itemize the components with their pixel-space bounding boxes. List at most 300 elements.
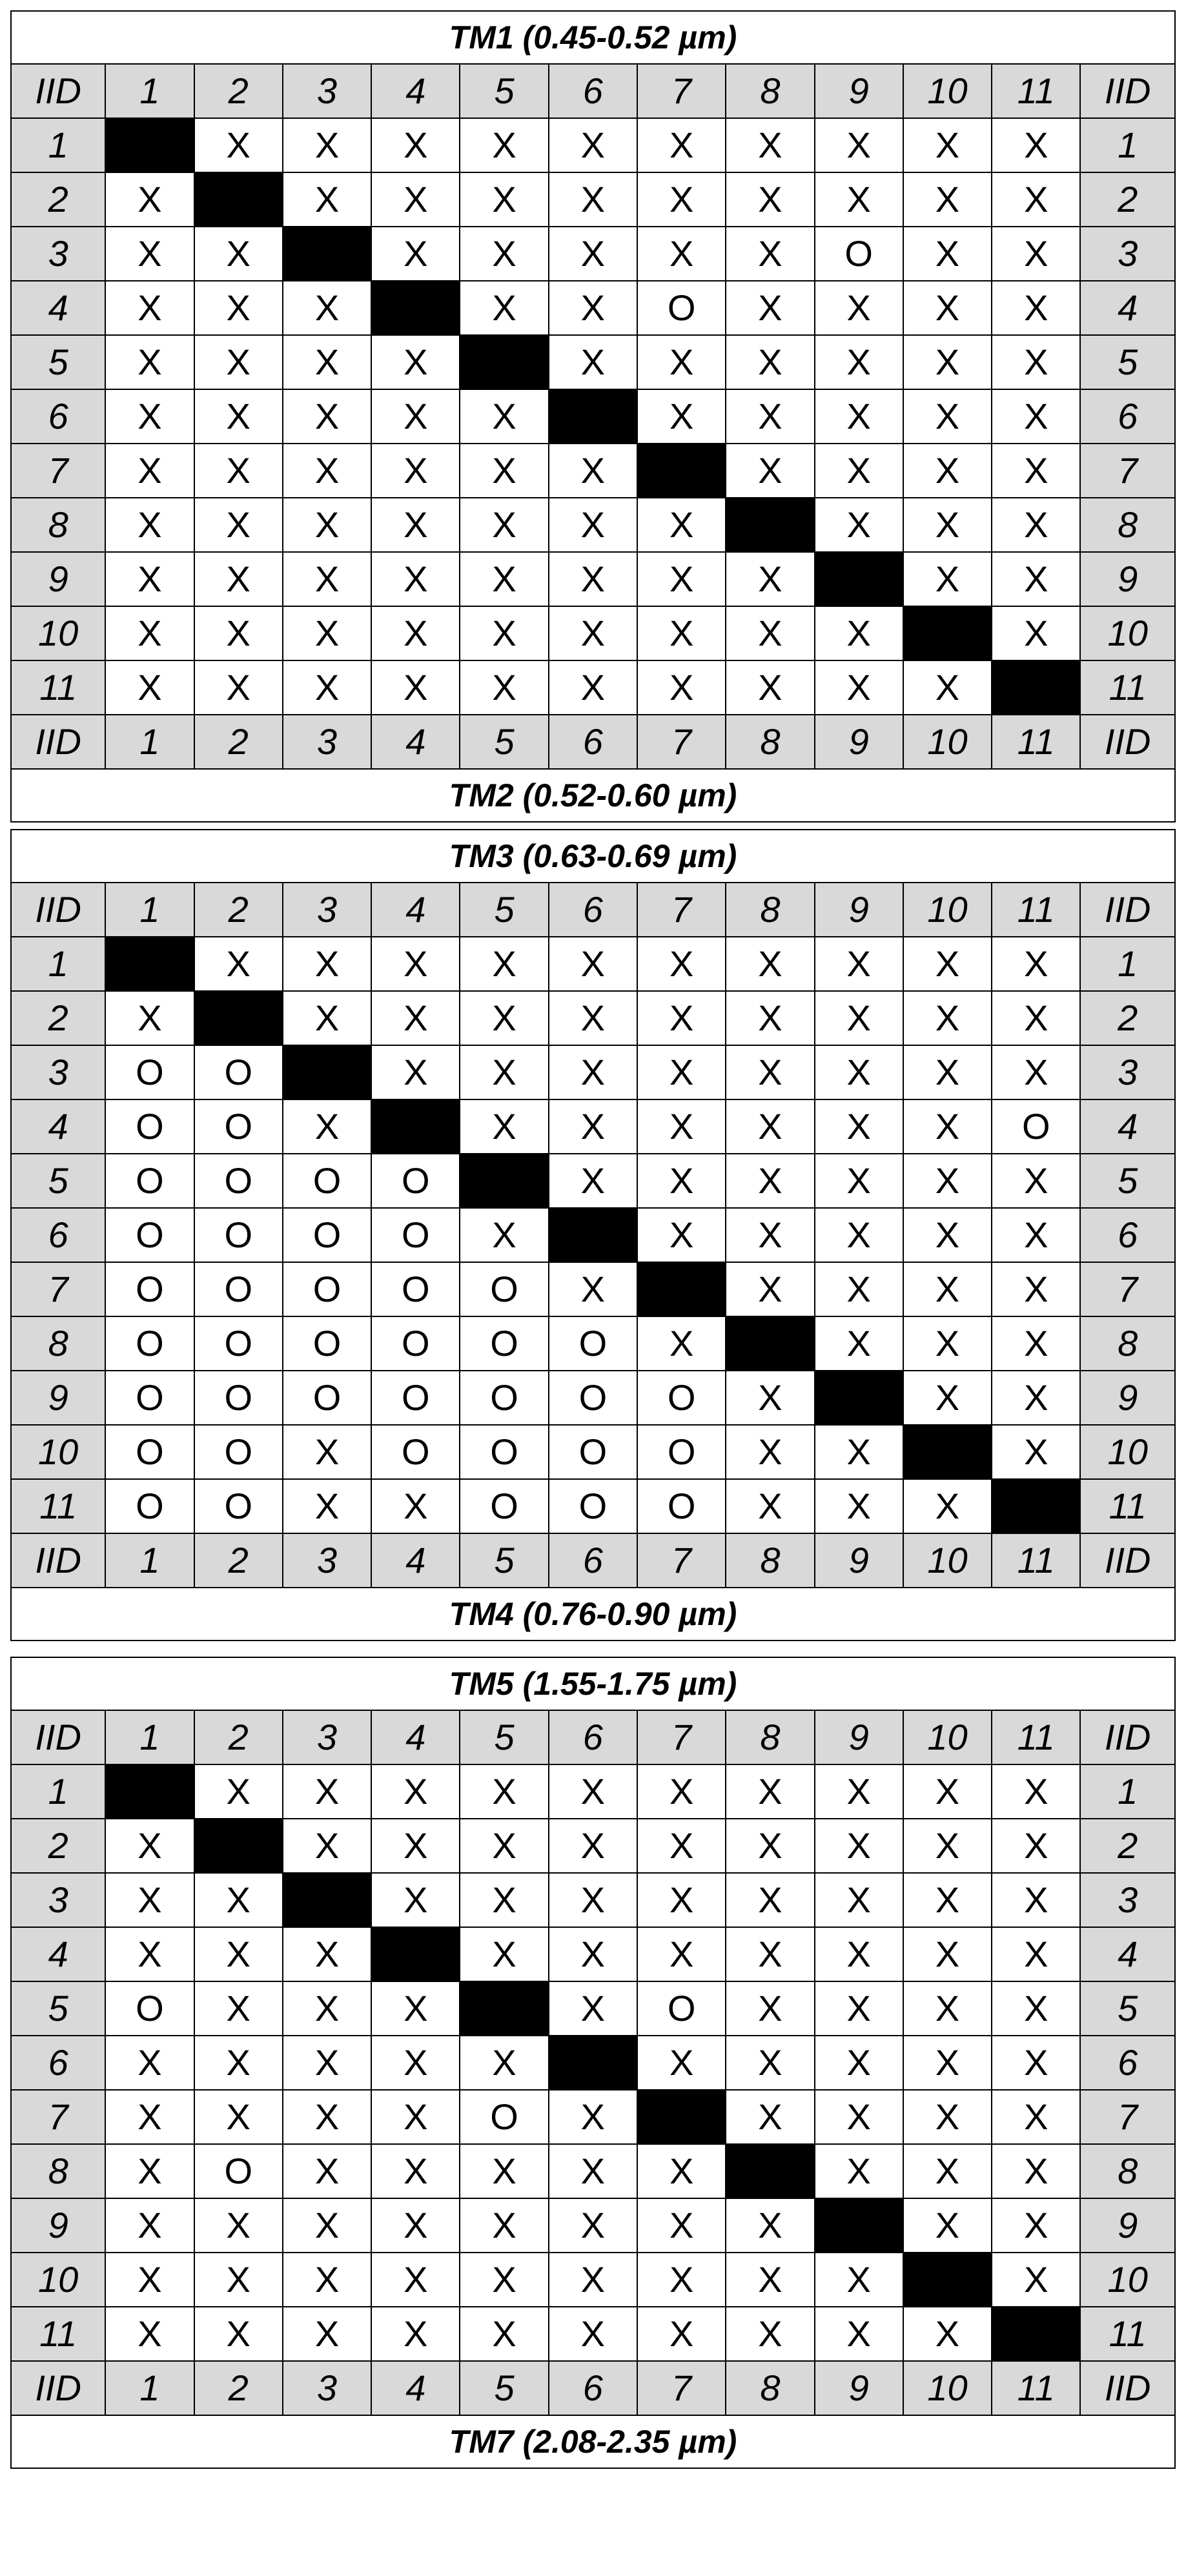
mark-cell: X	[903, 1154, 992, 1208]
mark-cell: X	[105, 172, 194, 227]
mark-cell: X	[637, 227, 726, 281]
table-row	[11, 1819, 1175, 1873]
diagonal-cell	[460, 1981, 548, 2036]
row-index-cell: 2	[1080, 172, 1175, 227]
row-index-cell: 8	[1080, 498, 1175, 552]
mark-cell: X	[992, 2144, 1080, 2198]
mark-cell: X	[283, 2036, 371, 2090]
mark-cell: X	[637, 1927, 726, 1981]
pair-table	[10, 829, 1176, 1641]
mark-cell: X	[105, 1819, 194, 1873]
row-index-cell: 9	[1080, 552, 1175, 606]
mark-cell: X	[283, 991, 371, 1045]
row-index-cell: 11	[11, 2307, 105, 2361]
mark-cell: X	[726, 552, 814, 606]
row-index-cell: 1	[11, 118, 105, 172]
diagonal-cell	[371, 1099, 460, 1154]
mark-cell: X	[283, 606, 371, 660]
column-index-cell: 10	[903, 1533, 992, 1588]
mark-cell: X	[726, 2198, 814, 2253]
mark-cell: O	[371, 1425, 460, 1479]
mark-cell: O	[460, 2090, 548, 2144]
mark-cell: X	[726, 2036, 814, 2090]
table-row	[11, 2307, 1175, 2361]
column-index-cell: 6	[549, 2361, 637, 2415]
table-row	[11, 1099, 1175, 1154]
mark-cell: X	[992, 1819, 1080, 1873]
mark-cell: X	[815, 937, 903, 991]
mark-cell: X	[637, 172, 726, 227]
mark-cell: X	[726, 606, 814, 660]
mark-cell: O	[194, 1099, 283, 1154]
column-index-cell: 1	[105, 64, 194, 118]
mark-cell: X	[726, 2307, 814, 2361]
mark-cell: X	[460, 2307, 548, 2361]
mark-cell: X	[992, 281, 1080, 335]
mark-cell: X	[903, 1927, 992, 1981]
mark-cell: X	[105, 606, 194, 660]
header-row-bottom	[11, 715, 1175, 769]
mark-cell: X	[549, 1099, 637, 1154]
mark-cell: X	[726, 2253, 814, 2307]
mark-cell: X	[726, 1262, 814, 1316]
column-index-cell: 5	[460, 883, 548, 937]
column-index-cell: 11	[992, 64, 1080, 118]
mark-cell: X	[371, 660, 460, 715]
diagonal-cell	[903, 606, 992, 660]
mark-cell: X	[194, 606, 283, 660]
mark-cell: X	[105, 552, 194, 606]
table-bottom-title: TM4 (0.76-0.90 µm)	[11, 1588, 1175, 1641]
mark-cell: X	[992, 1262, 1080, 1316]
mark-cell: X	[105, 991, 194, 1045]
caption-row	[11, 1657, 1175, 1710]
mark-cell: X	[726, 1099, 814, 1154]
mark-cell: X	[726, 335, 814, 389]
header-row-bottom	[11, 2361, 1175, 2415]
mark-cell: X	[992, 335, 1080, 389]
table-row	[11, 991, 1175, 1045]
diagonal-cell	[549, 389, 637, 444]
mark-cell: X	[194, 1981, 283, 2036]
mark-cell: O	[105, 1425, 194, 1479]
column-index-cell: 1	[105, 715, 194, 769]
row-index-cell: 7	[1080, 2090, 1175, 2144]
mark-cell: O	[283, 1208, 371, 1262]
mark-cell: X	[549, 1154, 637, 1208]
row-index-cell: 4	[1080, 1927, 1175, 1981]
iid-header-cell: IID	[11, 1533, 105, 1588]
row-index-cell: 5	[1080, 335, 1175, 389]
mark-cell: X	[726, 1154, 814, 1208]
diagonal-cell	[992, 660, 1080, 715]
column-index-cell: 3	[283, 883, 371, 937]
table-row	[11, 1371, 1175, 1425]
mark-cell: X	[726, 444, 814, 498]
row-index-cell: 2	[11, 172, 105, 227]
column-index-cell: 10	[903, 64, 992, 118]
mark-cell: X	[105, 227, 194, 281]
mark-cell: O	[283, 1154, 371, 1208]
column-index-cell: 8	[726, 64, 814, 118]
row-index-cell: 1	[11, 1764, 105, 1819]
column-index-cell: 8	[726, 1710, 814, 1764]
mark-cell: X	[194, 660, 283, 715]
row-index-cell: 1	[11, 937, 105, 991]
column-index-cell: 6	[549, 715, 637, 769]
column-index-cell: 5	[460, 64, 548, 118]
iid-header-cell: IID	[11, 1710, 105, 1764]
mark-cell: X	[371, 937, 460, 991]
mark-cell: X	[992, 389, 1080, 444]
iid-header-cell: IID	[11, 715, 105, 769]
column-index-cell: 1	[105, 2361, 194, 2415]
mark-cell: X	[903, 335, 992, 389]
mark-cell: X	[549, 937, 637, 991]
row-index-cell: 11	[11, 660, 105, 715]
mark-cell: X	[460, 2253, 548, 2307]
mark-cell: X	[992, 937, 1080, 991]
mark-cell: X	[105, 389, 194, 444]
mark-cell: X	[726, 118, 814, 172]
mark-cell: X	[283, 660, 371, 715]
mark-cell: X	[637, 2144, 726, 2198]
mark-cell: X	[815, 2253, 903, 2307]
diagonal-cell	[815, 2198, 903, 2253]
table-top-title: TM3 (0.63-0.69 µm)	[11, 830, 1175, 883]
iid-header-cell: IID	[11, 883, 105, 937]
row-index-cell: 9	[11, 1371, 105, 1425]
column-index-cell: 2	[194, 1710, 283, 1764]
mark-cell: X	[992, 991, 1080, 1045]
diagonal-cell	[726, 498, 814, 552]
row-index-cell: 10	[11, 606, 105, 660]
mark-cell: X	[815, 444, 903, 498]
mark-cell: O	[194, 1208, 283, 1262]
table-top-title: TM5 (1.55-1.75 µm)	[11, 1657, 1175, 1710]
mark-cell: X	[992, 2036, 1080, 2090]
mark-cell: X	[903, 498, 992, 552]
column-index-cell: 7	[637, 1710, 726, 1764]
mark-cell: X	[460, 2144, 548, 2198]
mark-cell: X	[549, 444, 637, 498]
table-row	[11, 1981, 1175, 2036]
caption-row	[11, 769, 1175, 822]
mark-cell: X	[460, 444, 548, 498]
pair-table	[10, 10, 1176, 823]
mark-cell: X	[460, 937, 548, 991]
mark-cell: X	[726, 1425, 814, 1479]
mark-cell: X	[637, 991, 726, 1045]
mark-cell: X	[460, 227, 548, 281]
row-index-cell: 1	[1080, 118, 1175, 172]
mark-cell: X	[549, 335, 637, 389]
mark-cell: X	[194, 1764, 283, 1819]
row-index-cell: 5	[11, 1981, 105, 2036]
column-index-cell: 7	[637, 1533, 726, 1588]
column-index-cell: 2	[194, 715, 283, 769]
column-index-cell: 2	[194, 2361, 283, 2415]
column-index-cell: 9	[815, 1533, 903, 1588]
mark-cell: X	[726, 172, 814, 227]
iid-header-cell: IID	[1080, 64, 1175, 118]
table-row	[11, 1262, 1175, 1316]
column-index-cell: 5	[460, 1533, 548, 1588]
mark-cell: X	[815, 1927, 903, 1981]
iid-header-cell: IID	[1080, 1533, 1175, 1588]
mark-cell: X	[460, 389, 548, 444]
mark-cell: O	[371, 1371, 460, 1425]
table-row	[11, 444, 1175, 498]
header-row-top	[11, 1710, 1175, 1764]
mark-cell: X	[815, 606, 903, 660]
mark-cell: X	[815, 1208, 903, 1262]
table-row	[11, 1479, 1175, 1533]
iid-header-cell: IID	[1080, 715, 1175, 769]
table-row	[11, 606, 1175, 660]
column-index-cell: 4	[371, 1710, 460, 1764]
column-index-cell: 11	[992, 883, 1080, 937]
mark-cell: X	[815, 2307, 903, 2361]
mark-cell: X	[726, 227, 814, 281]
mark-cell: X	[549, 118, 637, 172]
table-row	[11, 1045, 1175, 1099]
mark-cell: X	[815, 1316, 903, 1371]
mark-cell: X	[371, 444, 460, 498]
mark-cell: X	[726, 1371, 814, 1425]
table-row	[11, 2090, 1175, 2144]
mark-cell: X	[903, 1981, 992, 2036]
row-index-cell: 6	[11, 1208, 105, 1262]
mark-cell: X	[549, 1819, 637, 1873]
mark-cell: X	[549, 1981, 637, 2036]
row-index-cell: 3	[11, 227, 105, 281]
mark-cell: X	[283, 281, 371, 335]
mark-cell: X	[194, 2198, 283, 2253]
mark-cell: O	[460, 1425, 548, 1479]
diagonal-cell	[283, 1045, 371, 1099]
mark-cell: X	[283, 1819, 371, 1873]
mark-cell: X	[105, 2144, 194, 2198]
column-index-cell: 8	[726, 2361, 814, 2415]
mark-cell: O	[194, 1371, 283, 1425]
mark-cell: X	[992, 498, 1080, 552]
mark-cell: X	[903, 2036, 992, 2090]
mark-cell: X	[815, 2144, 903, 2198]
mark-cell: X	[903, 1045, 992, 1099]
mark-cell: O	[105, 1371, 194, 1425]
mark-cell: X	[549, 2144, 637, 2198]
row-index-cell: 5	[1080, 1154, 1175, 1208]
mark-cell: X	[992, 118, 1080, 172]
row-index-cell: 10	[11, 2253, 105, 2307]
diagonal-cell	[105, 937, 194, 991]
table-row	[11, 1208, 1175, 1262]
mark-cell: X	[283, 1927, 371, 1981]
row-index-cell: 10	[1080, 606, 1175, 660]
column-index-cell: 6	[549, 1710, 637, 1764]
table-row	[11, 1764, 1175, 1819]
mark-cell: X	[549, 660, 637, 715]
mark-cell: X	[726, 389, 814, 444]
mark-cell: X	[194, 389, 283, 444]
column-index-cell: 11	[992, 2361, 1080, 2415]
mark-cell: O	[460, 1479, 548, 1533]
column-index-cell: 11	[992, 1710, 1080, 1764]
row-index-cell: 9	[11, 2198, 105, 2253]
mark-cell: X	[726, 1873, 814, 1927]
table-top-title: TM1 (0.45-0.52 µm)	[11, 11, 1175, 64]
mark-cell: X	[637, 118, 726, 172]
table-row	[11, 1316, 1175, 1371]
row-index-cell: 5	[11, 1154, 105, 1208]
diagonal-cell	[549, 2036, 637, 2090]
mark-cell: X	[903, 1371, 992, 1425]
table-row	[11, 118, 1175, 172]
mark-cell: X	[283, 1099, 371, 1154]
mark-cell: X	[460, 1099, 548, 1154]
mark-cell: X	[371, 498, 460, 552]
column-index-cell: 2	[194, 883, 283, 937]
column-index-cell: 3	[283, 2361, 371, 2415]
mark-cell: X	[283, 2090, 371, 2144]
mark-cell: X	[460, 1873, 548, 1927]
column-index-cell: 10	[903, 883, 992, 937]
mark-cell: X	[283, 172, 371, 227]
column-index-cell: 2	[194, 1533, 283, 1588]
column-index-cell: 8	[726, 883, 814, 937]
mark-cell: X	[815, 1154, 903, 1208]
diagonal-cell	[194, 1819, 283, 1873]
mark-cell: X	[992, 606, 1080, 660]
mark-cell: X	[371, 2253, 460, 2307]
row-index-cell: 11	[1080, 660, 1175, 715]
mark-cell: X	[992, 1154, 1080, 1208]
mark-cell: X	[992, 1371, 1080, 1425]
mark-cell: X	[371, 1764, 460, 1819]
row-index-cell: 1	[1080, 1764, 1175, 1819]
mark-cell: X	[903, 1316, 992, 1371]
diagonal-cell	[460, 1154, 548, 1208]
mark-cell: X	[371, 606, 460, 660]
mark-cell: O	[371, 1316, 460, 1371]
column-index-cell: 9	[815, 883, 903, 937]
mark-cell: X	[815, 389, 903, 444]
column-index-cell: 4	[371, 715, 460, 769]
diagonal-cell	[903, 2253, 992, 2307]
row-index-cell: 4	[11, 1927, 105, 1981]
mark-cell: X	[903, 552, 992, 606]
mark-cell: X	[815, 1425, 903, 1479]
mark-cell: O	[105, 1479, 194, 1533]
mark-cell: X	[637, 660, 726, 715]
mark-cell: X	[549, 991, 637, 1045]
row-index-cell: 9	[1080, 1371, 1175, 1425]
mark-cell: O	[637, 1371, 726, 1425]
row-index-cell: 6	[1080, 389, 1175, 444]
mark-cell: X	[371, 118, 460, 172]
mark-cell: X	[815, 1873, 903, 1927]
mark-cell: X	[549, 2090, 637, 2144]
table-row	[11, 2144, 1175, 2198]
mark-cell: X	[815, 281, 903, 335]
caption-row	[11, 11, 1175, 64]
mark-cell: O	[194, 1425, 283, 1479]
mark-cell: X	[637, 1873, 726, 1927]
mark-cell: X	[549, 227, 637, 281]
mark-cell: X	[549, 2307, 637, 2361]
mark-cell: O	[549, 1479, 637, 1533]
column-index-cell: 9	[815, 2361, 903, 2415]
caption-row	[11, 830, 1175, 883]
mark-cell: X	[105, 444, 194, 498]
column-index-cell: 10	[903, 1710, 992, 1764]
diagonal-cell	[815, 552, 903, 606]
row-index-cell: 8	[11, 498, 105, 552]
mark-cell: X	[549, 2198, 637, 2253]
table-row	[11, 1425, 1175, 1479]
mark-cell: X	[105, 2253, 194, 2307]
mark-cell: X	[283, 552, 371, 606]
mark-cell: X	[903, 389, 992, 444]
row-index-cell: 4	[1080, 1099, 1175, 1154]
row-index-cell: 10	[1080, 2253, 1175, 2307]
header-row-bottom	[11, 1533, 1175, 1588]
row-index-cell: 2	[1080, 1819, 1175, 1873]
column-index-cell: 8	[726, 715, 814, 769]
iid-header-cell: IID	[1080, 2361, 1175, 2415]
row-index-cell: 3	[11, 1045, 105, 1099]
column-index-cell: 9	[815, 64, 903, 118]
mark-cell: X	[637, 552, 726, 606]
mark-cell: X	[549, 1764, 637, 1819]
column-index-cell: 3	[283, 1533, 371, 1588]
comparison-tables	[10, 10, 1176, 2469]
mark-cell: O	[460, 1371, 548, 1425]
mark-cell: X	[815, 2090, 903, 2144]
column-index-cell: 8	[726, 1533, 814, 1588]
mark-cell: X	[903, 118, 992, 172]
column-index-cell: 6	[549, 883, 637, 937]
mark-cell: X	[549, 498, 637, 552]
mark-cell: X	[726, 1208, 814, 1262]
row-index-cell: 4	[11, 281, 105, 335]
column-index-cell: 6	[549, 64, 637, 118]
mark-cell: X	[549, 552, 637, 606]
mark-cell: X	[460, 1927, 548, 1981]
mark-cell: X	[726, 1927, 814, 1981]
column-index-cell: 1	[105, 1710, 194, 1764]
mark-cell: X	[726, 2090, 814, 2144]
row-index-cell: 3	[1080, 1045, 1175, 1099]
mark-cell: X	[460, 1208, 548, 1262]
column-index-cell: 7	[637, 64, 726, 118]
mark-cell: X	[105, 1927, 194, 1981]
mark-cell: X	[549, 1927, 637, 1981]
mark-cell: X	[903, 2144, 992, 2198]
column-index-cell: 7	[637, 2361, 726, 2415]
table-row	[11, 1154, 1175, 1208]
mark-cell: X	[726, 1981, 814, 2036]
mark-cell: X	[815, 1981, 903, 2036]
mark-cell: X	[283, 937, 371, 991]
mark-cell: X	[637, 2036, 726, 2090]
mark-cell: X	[903, 991, 992, 1045]
mark-cell: X	[194, 2307, 283, 2361]
mark-cell: X	[903, 2307, 992, 2361]
table-row	[11, 2036, 1175, 2090]
mark-cell: X	[903, 2198, 992, 2253]
